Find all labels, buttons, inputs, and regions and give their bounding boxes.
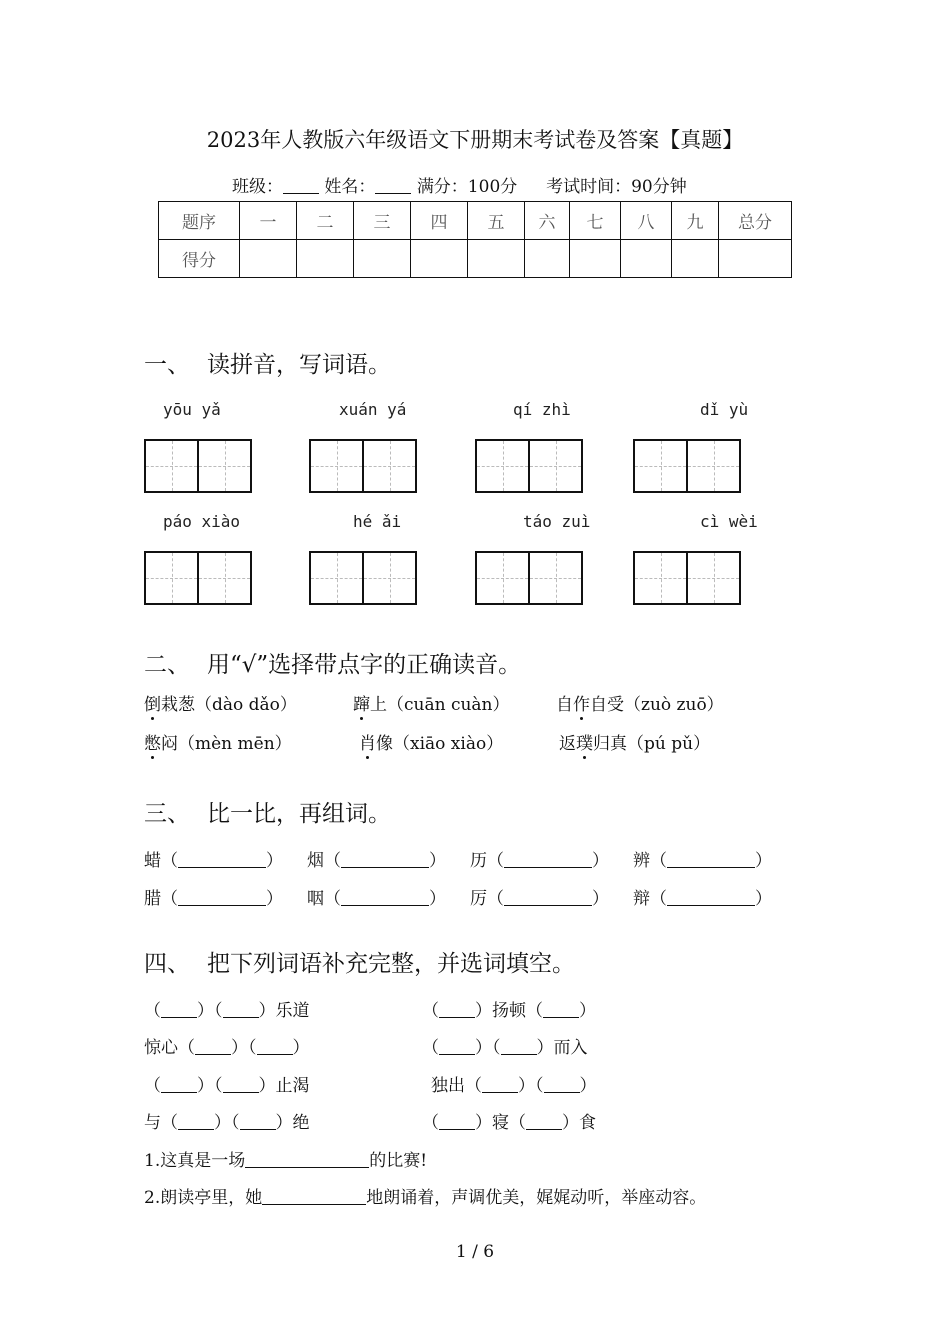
score-header-cell: 五 [468,202,525,240]
dotted-char: 肖 [359,734,376,754]
reading-item[interactable] [556,690,724,715]
writing-grid[interactable] [475,439,583,493]
paren: （ [487,851,504,871]
paren: ） [275,1113,293,1133]
answer-blank[interactable] [439,1040,475,1055]
paren: （ [144,1076,161,1096]
compare-item[interactable] [144,846,283,871]
exam-meta [232,172,687,197]
compare-char: 烟 [307,851,324,871]
answer-blank[interactable] [245,1153,369,1168]
score-header-cell: 三 [354,202,411,240]
score-cell[interactable] [411,240,468,278]
paren: （ [487,889,504,909]
score-header-cell: 四 [411,202,468,240]
reading-item[interactable] [353,690,510,715]
section-number: 一、 [144,352,190,378]
score-header-cell: 九 [672,202,719,240]
score-header-cell: 题序 [159,202,240,240]
section-title: 读拼音，写词语。 [207,352,391,378]
idiom-text: 食 [579,1113,596,1133]
paren: （ [422,1038,439,1058]
compare-char: 咽 [307,889,324,909]
paren: （ [144,1001,161,1021]
idiom-text: 寝 [492,1113,509,1133]
answer-blank[interactable] [262,1190,366,1205]
answer-blank[interactable] [178,891,266,906]
compare-item[interactable] [633,846,772,871]
section-title: 用“√”选择带点字的正确读音。 [207,652,522,678]
page-number: 1 / 6 [455,1242,495,1262]
paren: ） [592,851,609,871]
answer-blank[interactable] [504,853,592,868]
paren: ） [197,1076,214,1096]
score-table [158,201,792,278]
score-cell[interactable] [468,240,525,278]
reading-item[interactable] [559,729,710,754]
paren: （ [178,1038,195,1058]
answer-blank[interactable] [504,891,592,906]
score-header-cell: 总分 [719,202,792,240]
compare-item[interactable] [633,884,772,909]
page-title: 2023年人教版六年级语文下册期末考试卷及答案【真题】 [206,128,744,152]
paren: （ [161,889,178,909]
answer-blank[interactable] [501,1040,537,1055]
paren: （ [161,1113,178,1133]
dotted-char: 作 [573,695,590,715]
pinyin-label: hé ǎi [353,512,402,531]
sentence-text: 1.这真是一场 [144,1151,246,1171]
compare-item[interactable] [144,884,283,909]
idiom-text: 扬顿 [492,1001,526,1021]
dotted-char: 蹿 [353,695,370,715]
answer-blank[interactable] [240,1115,276,1130]
paren: ） [755,889,772,909]
paren: ） [475,1038,492,1058]
paren: ） [579,1001,596,1021]
paren: （ [650,851,667,871]
paren: ） [536,1038,554,1058]
section-number: 四、 [144,951,190,977]
score-header-cell: 一 [240,202,297,240]
sentence-text: 的比赛! [369,1151,428,1171]
section-4-heading [144,945,575,978]
score-header-cell: 八 [621,202,672,240]
score-cell[interactable] [719,240,792,278]
pinyin-label: páo xiào [163,512,241,531]
writing-grid[interactable] [144,551,252,605]
paren: ） [562,1113,579,1133]
answer-blank[interactable] [341,891,429,906]
answer-blank[interactable] [526,1115,562,1130]
compare-item[interactable] [470,884,609,909]
section-3-heading [144,795,391,828]
paren: ） [231,1038,248,1058]
paren: （ [248,1038,257,1058]
section-title: 比一比，再组词。 [207,801,391,827]
compare-item[interactable] [470,846,609,871]
dotted-char: 倒 [144,695,161,715]
paren: （ [492,1038,501,1058]
compare-char: 辩 [633,889,650,909]
paren: ） [197,1001,214,1021]
score-cell[interactable] [240,240,297,278]
paren: （ [535,1076,544,1096]
score-cell[interactable] [621,240,672,278]
section-number: 三、 [144,801,190,827]
reading-item[interactable] [359,729,503,754]
pinyin-label: yōu yǎ [163,400,221,419]
answer-blank[interactable] [667,853,755,868]
score-cell[interactable] [525,240,570,278]
name-label: 姓名： [324,177,376,197]
paren: （ [526,1001,543,1021]
idiom-item[interactable] [422,996,596,1021]
paren: （ [422,1113,439,1133]
answer-blank[interactable] [178,1115,214,1130]
idiom-text: 惊心 [144,1038,178,1058]
answer-blank[interactable] [439,1003,475,1018]
answer-blank[interactable] [178,853,266,868]
class-label: 班级： [232,177,283,197]
idiom-text: 与 [144,1113,161,1133]
paren: ） [755,851,772,871]
pinyin-label: qí zhì [513,400,571,419]
idiom-text: 绝 [292,1113,310,1133]
paren: （ [509,1113,526,1133]
answer-blank[interactable] [341,853,429,868]
score-cell[interactable] [297,240,354,278]
idiom-item[interactable] [144,1033,310,1058]
pinyin-label: dǐ yù [700,400,749,419]
reading-options: 像（xiāo xiào） [376,734,504,754]
exam-time: 考试时间：90分钟 [546,177,687,197]
pinyin-label: cì wèi [700,512,758,531]
answer-blank[interactable] [257,1040,293,1055]
paren: （ [422,1001,439,1021]
section-number: 二、 [144,652,190,678]
answer-blank[interactable] [161,1003,197,1018]
reading-options: 栽葱（dào dǎo） [161,695,297,715]
idiom-item[interactable] [422,1033,588,1058]
name-blank[interactable] [375,179,411,194]
answer-blank[interactable] [223,1078,259,1093]
paren: ） [266,889,283,909]
compare-char: 腊 [144,889,161,909]
dotted-char: 憋 [144,734,161,754]
writing-grid[interactable] [309,551,417,605]
idiom-item[interactable] [422,1108,596,1133]
answer-blank[interactable] [439,1115,475,1130]
paren: ） [258,1001,276,1021]
paren: （ [161,851,178,871]
sentence-text: 地朗诵着，声调优美，娓娓动听，举座动容。 [366,1188,707,1208]
idiom-item[interactable] [431,1071,597,1096]
reading-item[interactable] [144,690,297,715]
score-row-label: 得分 [159,240,240,278]
paren: ） [258,1076,276,1096]
compare-item[interactable] [307,846,446,871]
idiom-text: 乐道 [275,1001,310,1021]
answer-blank[interactable] [482,1078,518,1093]
paren: ） [518,1076,535,1096]
reading-options: 归真（pú pǔ） [593,734,711,754]
reading-options: 自受（zuò zuō） [590,695,724,715]
score-row [159,240,792,278]
section-title: 把下列词语补充完整，并选词填空。 [207,951,575,977]
writing-grid[interactable] [633,551,741,605]
writing-grid[interactable] [144,439,252,493]
reading-item[interactable] [144,729,292,754]
dotted-char: 璞 [576,734,593,754]
paren: ） [214,1113,231,1133]
score-cell[interactable] [672,240,719,278]
writing-grid[interactable] [309,439,417,493]
paren: ） [579,1076,597,1096]
paren: （ [214,1076,223,1096]
fill-sentence-1 [144,1146,427,1171]
paren: （ [650,889,667,909]
score-header-row [159,202,792,240]
section-2-heading [144,646,521,679]
compare-char: 蜡 [144,851,161,871]
paren: ） [429,889,446,909]
paren: ） [429,851,446,871]
idiom-item[interactable] [144,1071,310,1096]
answer-blank[interactable] [543,1003,579,1018]
paren: ） [475,1113,492,1133]
full-score: 满分：100分 [416,177,518,197]
score-cell[interactable] [570,240,621,278]
reading-prefix: 自 [556,695,573,715]
paren: （ [324,889,341,909]
idiom-text: 止渴 [275,1076,310,1096]
paren: ） [475,1001,492,1021]
class-blank[interactable] [283,179,319,194]
paren: ） [592,889,609,909]
paren: ） [292,1038,310,1058]
idiom-item[interactable] [144,996,310,1021]
reading-options: 上（cuān cuàn） [370,695,510,715]
compare-item[interactable] [307,884,446,909]
paren: （ [214,1001,223,1021]
section-1-heading [144,346,391,379]
paren: （ [324,851,341,871]
compare-char: 历 [470,851,487,871]
answer-blank[interactable] [223,1003,259,1018]
score-header-cell: 六 [525,202,570,240]
writing-grid[interactable] [633,439,741,493]
fill-sentence-2 [144,1183,706,1208]
score-header-cell: 二 [297,202,354,240]
idiom-item[interactable] [144,1108,310,1133]
score-cell[interactable] [354,240,411,278]
answer-blank[interactable] [544,1078,580,1093]
answer-blank[interactable] [195,1040,231,1055]
pinyin-label: táo zuì [523,512,591,531]
paren: ） [266,851,283,871]
reading-prefix: 返 [559,734,576,754]
compare-char: 厉 [470,889,487,909]
compare-char: 辨 [633,851,650,871]
idiom-text: 独出 [431,1076,465,1096]
reading-options: 闷（mèn mēn） [161,734,292,754]
answer-blank[interactable] [161,1078,197,1093]
answer-blank[interactable] [667,891,755,906]
idiom-text: 而入 [553,1038,588,1058]
score-header-cell: 七 [570,202,621,240]
paren: （ [465,1076,482,1096]
pinyin-label: xuán yá [339,400,407,419]
sentence-text: 2.朗读亭里，她 [144,1188,263,1208]
writing-grid[interactable] [475,551,583,605]
paren: （ [231,1113,240,1133]
